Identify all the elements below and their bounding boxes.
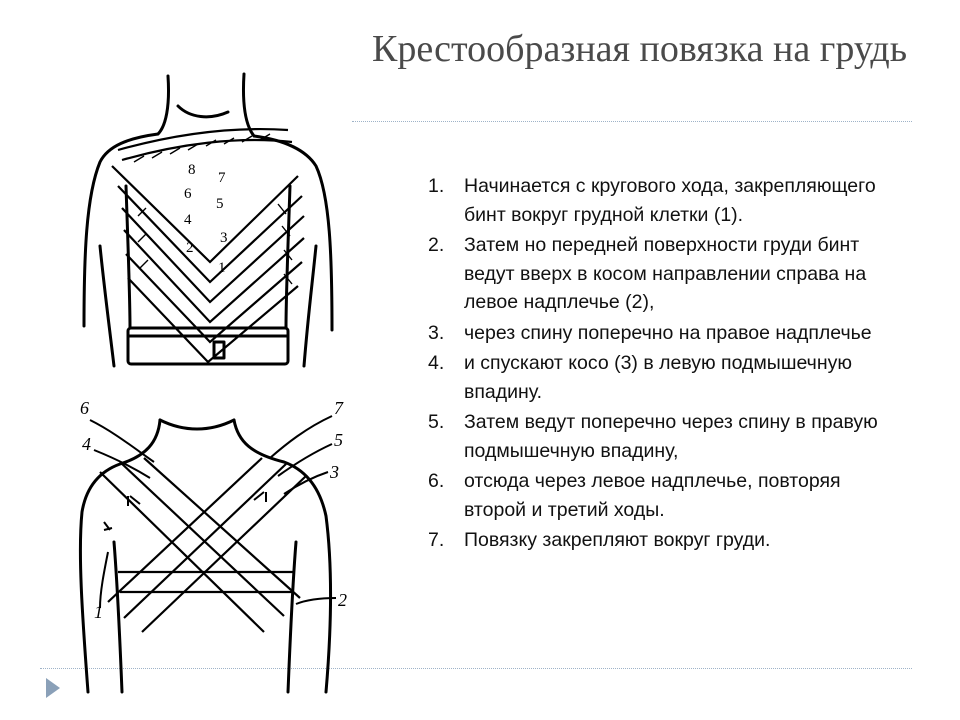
triangle-arrow-right-icon[interactable]	[46, 678, 60, 698]
list-item: 2. Затем но передней поверхности груди бинт ведут вверх в косом направлении справа на левое надплечье (2),	[428, 234, 867, 313]
bandaged-chest-front-illustration	[78, 66, 340, 382]
list-item: 3. через спину поперечно на правое надплечье	[428, 321, 872, 344]
front-label-5: 5	[216, 196, 224, 212]
back-label-5: 5	[334, 430, 343, 450]
front-label-3: 3	[220, 230, 228, 246]
back-label-6: 6	[80, 398, 89, 418]
title-divider	[352, 121, 912, 122]
front-label-6: 6	[184, 186, 192, 202]
steps-list	[428, 172, 898, 557]
slide-title: Крестообразная повязка на грудь	[372, 28, 908, 70]
list-item: 7. Повязку закрепляют вокруг груди.	[428, 529, 771, 551]
bandaged-back-illustration	[74, 392, 364, 712]
list-item: 4. и спускают косо (3) в левую подмышечную впадину.	[428, 352, 852, 403]
back-label-1: 1	[94, 602, 103, 622]
list-item: 5. Затем ведут поперечно через спину в правую подмышечную впадину,	[428, 411, 878, 462]
back-label-4: 4	[82, 434, 91, 454]
back-label-7: 7	[334, 398, 343, 418]
front-label-7: 7	[218, 170, 226, 186]
back-label-3: 3	[330, 462, 339, 482]
front-label-8: 8	[188, 162, 196, 178]
front-label-4: 4	[184, 212, 192, 228]
back-label-2: 2	[338, 590, 347, 610]
list-item: 6. отсюда через левое надплечье, повторяя второй и третий ходы.	[428, 470, 841, 521]
list-item: 1. Начинается с кругового хода, закрепляющего бинт вокруг грудной клетки (1).	[428, 175, 876, 226]
front-label-2: 2	[186, 240, 194, 256]
front-label-1: 1	[218, 260, 226, 276]
